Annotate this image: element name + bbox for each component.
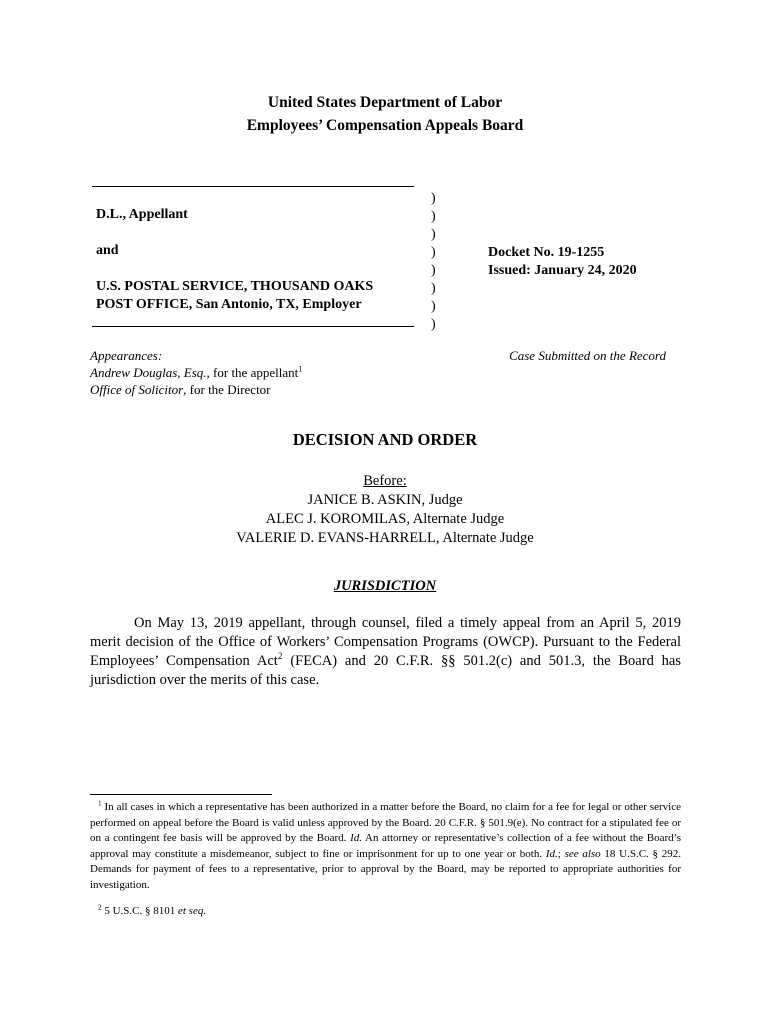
panel-block <box>0 472 770 548</box>
caption-parentheses: ) ) ) ) ) ) ) ) <box>431 191 436 332</box>
appellant-name: D.L., Appellant <box>96 207 188 222</box>
case-submitted-note: Case Submitted on the Record <box>509 348 666 363</box>
footnote-1-id-2: Id. <box>545 847 558 860</box>
employer-line-1: U.S. POSTAL SERVICE, THOUSAND OAKS <box>96 279 374 294</box>
caption-top-rule <box>92 186 414 187</box>
footnote-1-see-also: see also <box>564 847 601 860</box>
board-title: Employees’ Compensation Appeals Board <box>246 117 524 134</box>
solicitor-role: , for the Director <box>183 382 271 397</box>
footnote-1 <box>90 800 681 893</box>
appearance-solicitor <box>90 381 302 398</box>
footnote-1-text-c: ; <box>557 847 565 860</box>
counsel-name: Andrew Douglas, Esq. <box>90 365 207 380</box>
issued-date: Issued: January 24, 2020 <box>488 263 637 278</box>
footnote-2-text: 5 U.S.C. § 8101 <box>101 905 178 917</box>
caption-and: and <box>96 243 119 258</box>
appearance-counsel <box>90 364 302 381</box>
judge-2: ALEC J. KOROMILAS, Alternate Judge <box>265 511 505 527</box>
footnote-1-number: 1 <box>98 799 102 808</box>
jurisdiction-text-a: On May 13, 2019 appellant, through counsel, filed a timely appeal from an April 5, 2019 merit decision of the Office of Workers’ Compensation Programs (OWCP). Pursuant to the Federal Employees’ Compensation Act <box>90 615 681 669</box>
docket-number: Docket No. 19-1255 <box>488 245 605 260</box>
footnote-1-id: Id. <box>350 832 362 844</box>
footnote-1-text-b: An attorney or representative’s collection of a fee without the Board’s approval may constitute a misdemeanor, subject to fine or imprisonment for up to one year or both. <box>90 832 681 860</box>
agency-title: United States Department of Labor <box>267 94 503 111</box>
counsel-role: , for the appellant <box>206 365 299 380</box>
footnote-2 <box>90 904 681 919</box>
judge-3: VALERIE D. EVANS-HARRELL, Alternate Judge <box>236 530 534 546</box>
footnote-ref-1: 1 <box>298 363 303 374</box>
solicitor-name: Office of Solicitor <box>90 382 184 397</box>
appearances-label: Appearances: <box>90 348 163 363</box>
judge-1: JANICE B. ASKIN, Judge <box>307 492 463 508</box>
footnote-rule <box>90 794 272 795</box>
caption-bottom-rule <box>92 326 414 327</box>
footnote-2-number: 2 <box>98 903 102 912</box>
jurisdiction-heading: JURISDICTION <box>333 578 437 594</box>
jurisdiction-text-b: (FECA) and 20 C.F.R. §§ 501.2(c) and 501.3, the Board has jurisdiction over the merits of this case. <box>90 653 681 688</box>
footnote-2-et-seq: et seq. <box>177 905 207 917</box>
footnote-1-text-d: 18 U.S.C. § 292. Demands for payment of fees to a representative, prior to approval by the Board, may be reported to appropriate authorities for investigation. <box>90 847 682 891</box>
jurisdiction-paragraph <box>90 614 681 690</box>
footnote-1-text-a: In all cases in which a representative has been authorized in a matter before the Board, no claim for a fee for legal or other service performed on appeal before the Board is valid unless approved by the Board. 20 C.F.R. § 501.9(e). No contract for a stipulated fee or on a contingent fee basis will be approved by the Board. <box>90 801 682 844</box>
appearances-block <box>90 347 302 398</box>
before-label: Before: <box>363 473 407 489</box>
decision-title: DECISION AND ORDER <box>292 430 478 449</box>
footnote-ref-2: 2 <box>277 652 283 663</box>
employer-line-2: POST OFFICE, San Antonio, TX, Employer <box>96 297 362 312</box>
